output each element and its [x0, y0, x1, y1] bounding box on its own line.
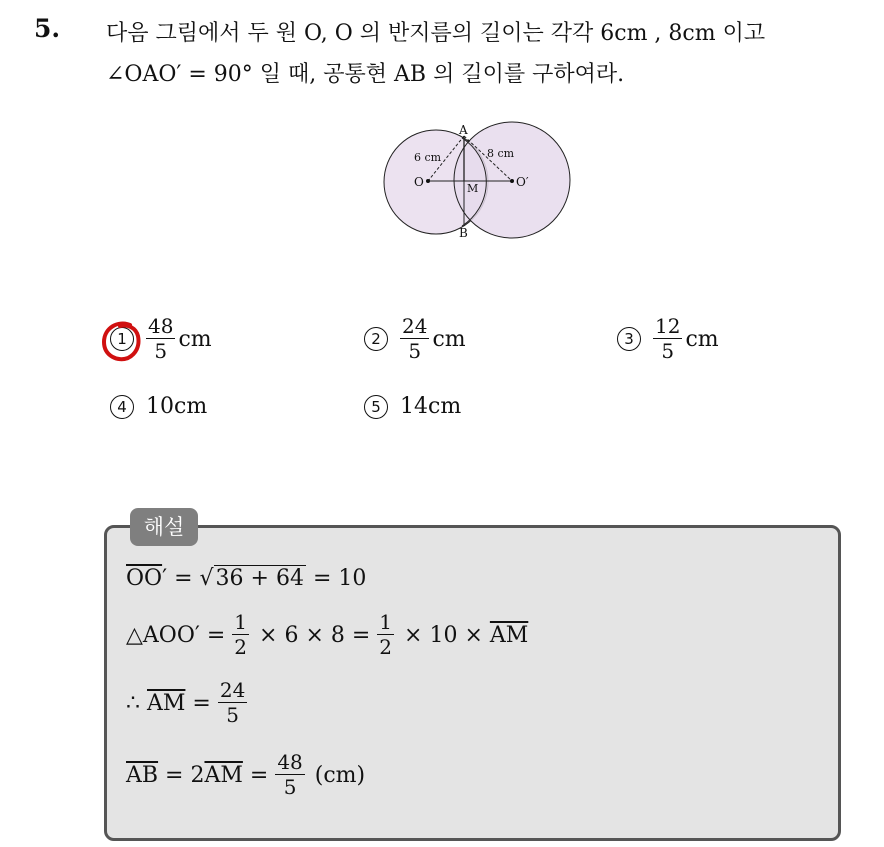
solution-line-4: $\overline{AB}$ = 2 $\overline{AM}$ = $\frac{48}{5}$ (cm)	[126, 750, 366, 799]
choice-fraction: $\frac{12}{5}$	[655, 314, 681, 363]
question-text-line2: ∠OAO′ = 90° 일 때, 공통현 AB 의 길이를 구하여라.	[106, 62, 625, 87]
choice-unit: cm	[178, 326, 212, 352]
question-text-line1: 다음 그림에서 두 원 O, O 의 반지름의 길이는 각각 6cm , 8cm 이고	[106, 21, 766, 46]
choice-unit: cm	[432, 326, 466, 352]
choice-unit: cm	[685, 326, 719, 352]
choice-text: 10cm	[146, 394, 208, 419]
label-b: B	[459, 226, 468, 240]
label-a: A	[459, 123, 468, 137]
label-m: M	[467, 182, 479, 195]
choice-number: 2	[364, 327, 388, 351]
choice-number: 5	[364, 395, 388, 419]
label-6cm: 6 cm	[414, 151, 442, 164]
choice-4[interactable]	[110, 394, 207, 419]
choice-2[interactable]	[364, 316, 466, 362]
choice-text: 14cm	[400, 394, 462, 419]
solution-title: 해설	[130, 508, 198, 546]
label-o: O	[414, 175, 424, 189]
choice-fraction: $\frac{24}{5}$	[402, 314, 428, 363]
choice-number: 1	[110, 327, 134, 351]
choice-3[interactable]	[617, 316, 719, 362]
solution-line-1: $\overline{OO}$ ′ = √ 36 + 64 = 10	[126, 565, 367, 591]
question-number: 5.	[34, 14, 61, 43]
choice-number: 4	[110, 395, 134, 419]
two-circles-figure	[380, 120, 580, 245]
solution-line-3: ∴ $\overline{AM}$ = $\frac{24}{5}$	[126, 678, 246, 727]
label-8cm: 8 cm	[487, 147, 515, 160]
solution-line-2: △AOO′ = $\frac{1}{2}$ × 6 × 8 = $\frac{1}{2}$ × 10 × $\overline{AM}$	[126, 610, 529, 659]
answer-circle-mark	[100, 320, 144, 364]
choice-fraction: $\frac{48}{5}$	[148, 314, 174, 363]
choice-5[interactable]	[364, 394, 461, 419]
choice-number: 3	[617, 327, 641, 351]
label-o-prime: O′	[516, 175, 529, 189]
